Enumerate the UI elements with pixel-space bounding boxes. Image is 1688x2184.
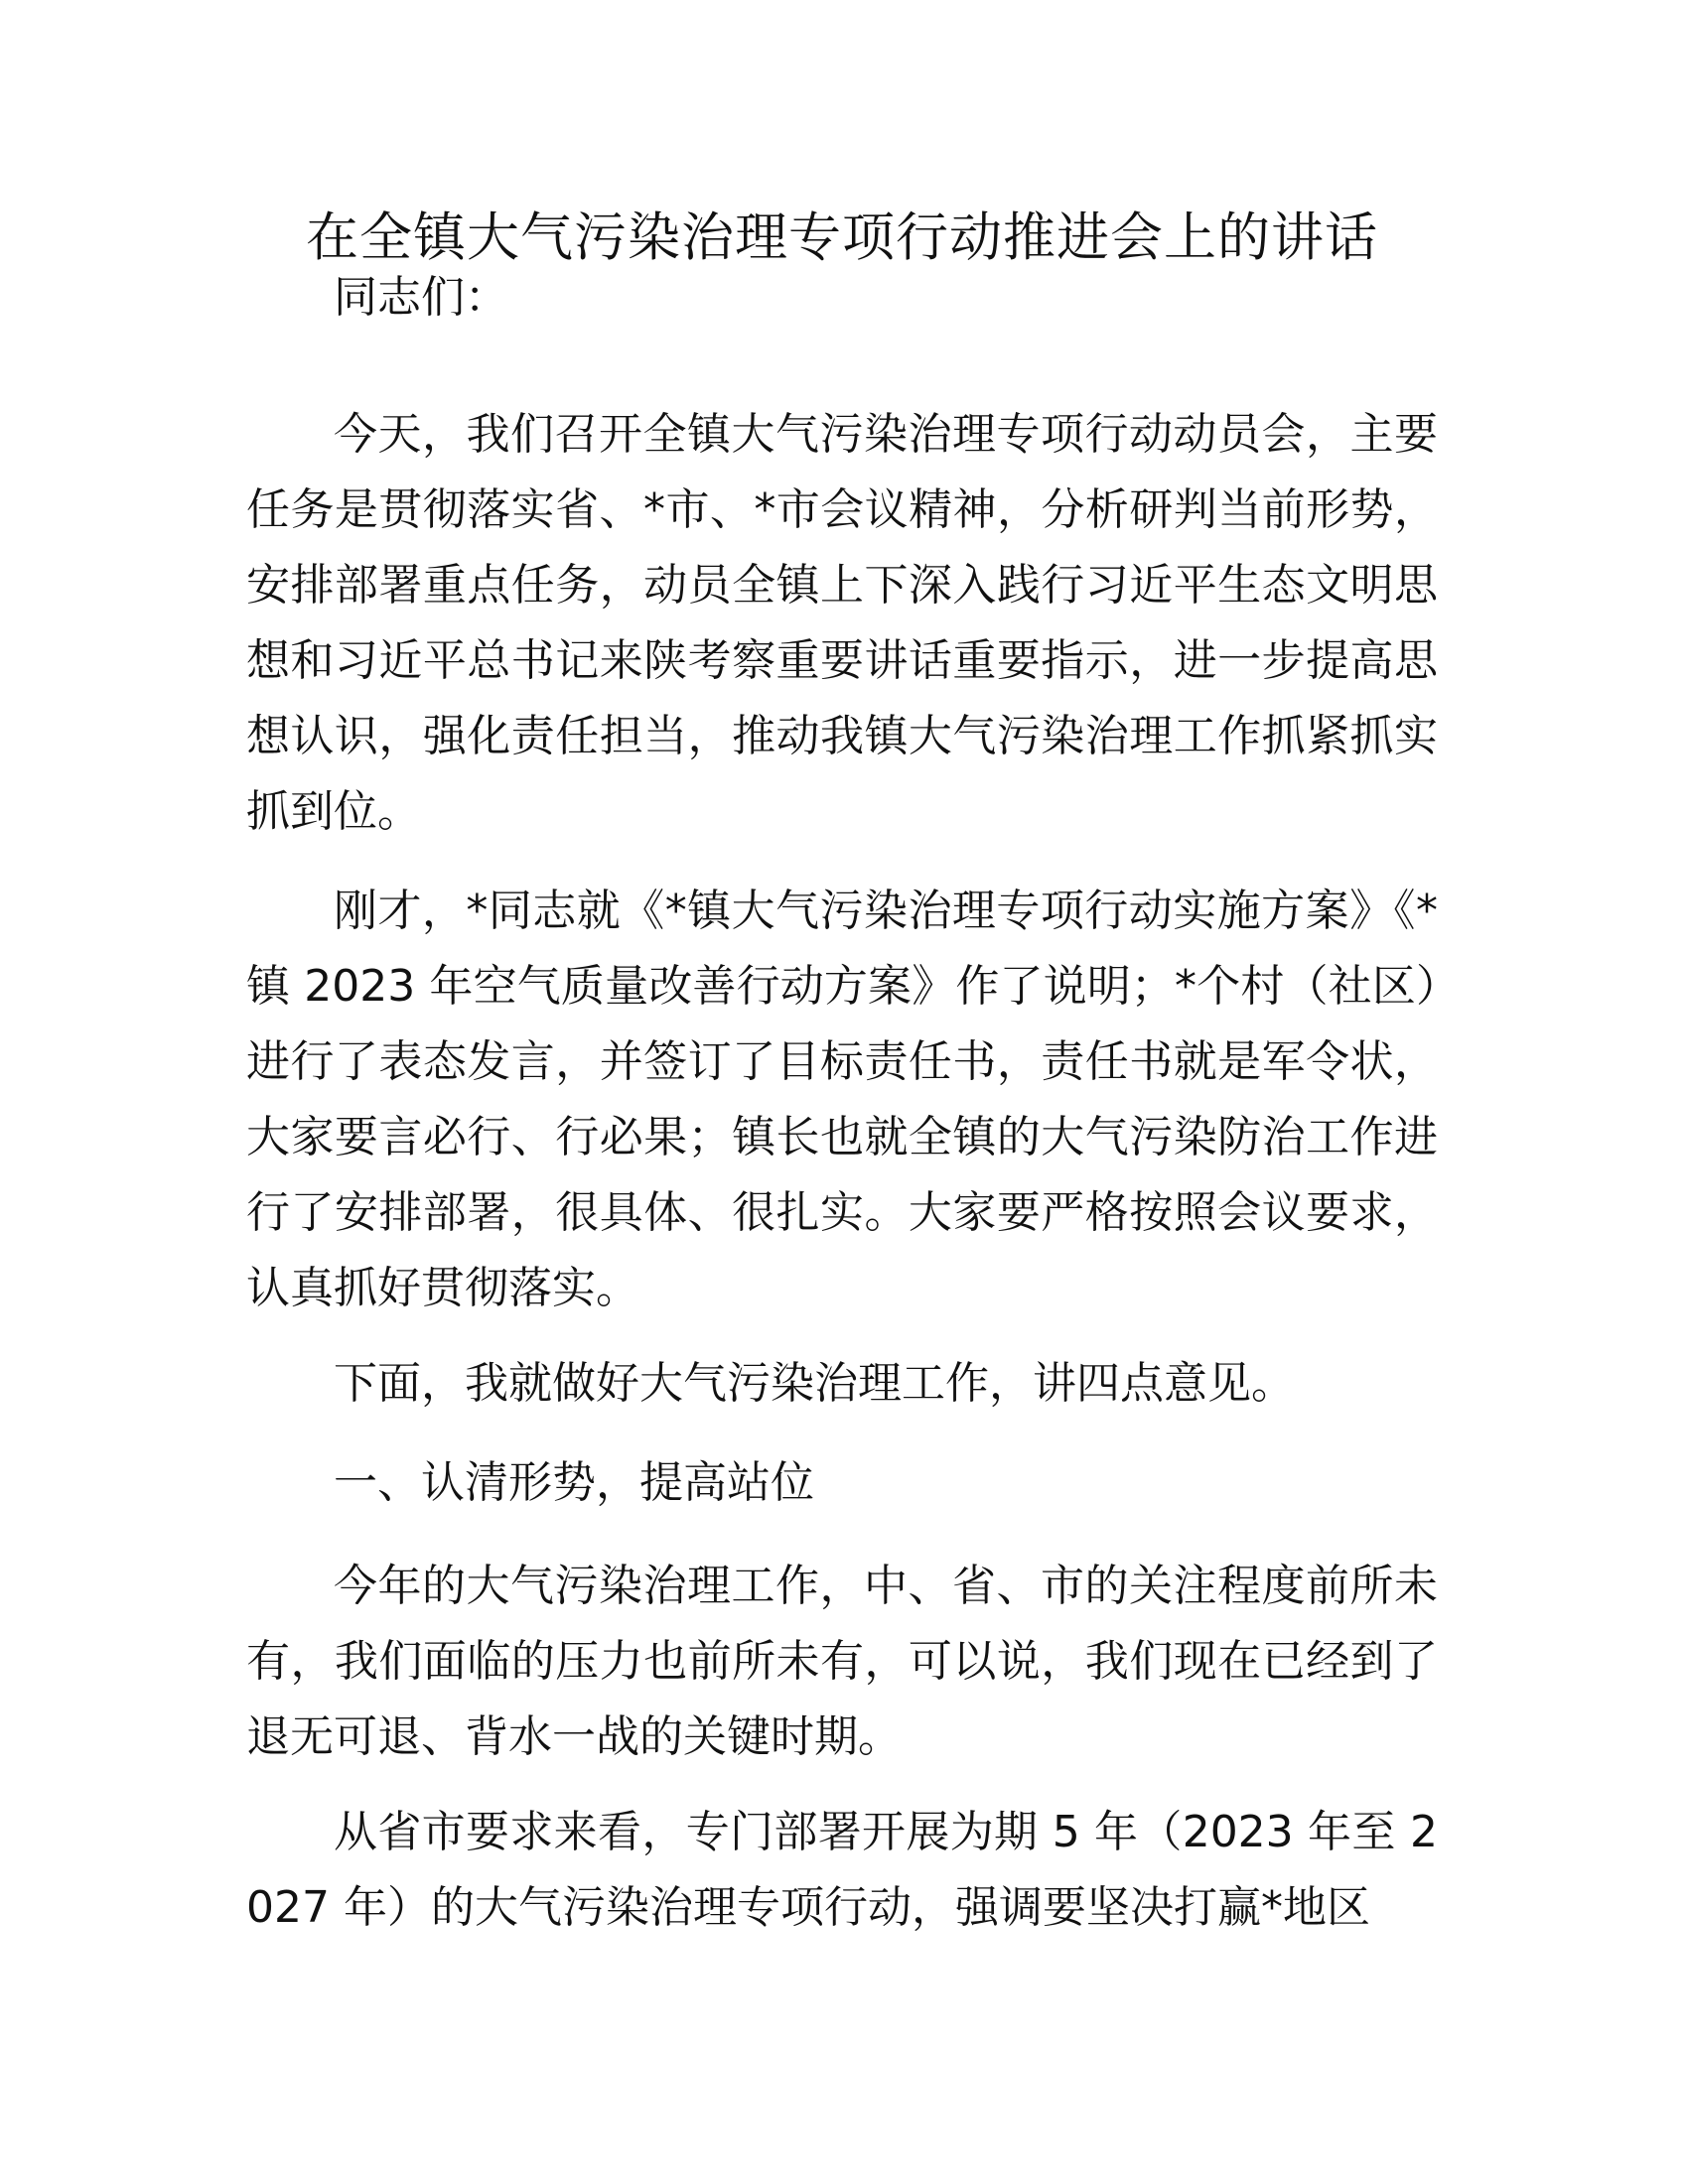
intro-paragraph: 今天，我们召开全镇大气污染治理专项行动动员会，主要任务是贯彻落实省、*市、*市会议精神，分析研判当前形势，安排部署重点任务，动员全镇上下深入践行习近平生态文明思想和习近平总书记来陕考察重要讲话重要指示，进一步提高思想认识，强化责任担当，推动我镇大气污染治理工作抓紧抓实抓到位。: [246, 409, 1438, 837]
situation-paragraph: 今年的大气污染治理工作，中、省、市的关注程度前所未有，我们面临的压力也前所未有，可以说，我们现在已经到了退无可退、背水一战的关键时期。: [246, 1561, 1438, 1762]
document-title: 在全镇大气污染治理专项行动推进会上的讲话: [306, 207, 1378, 268]
document-page: [246, 0, 1438, 2184]
greeting-paragraph: 同志们：: [334, 272, 508, 323]
section-heading-1: 一、认清形势，提高站位: [334, 1457, 814, 1508]
requirements-paragraph: 从省市要求来看，专门部署开展为期 5 年（2023 年至 2027 年）的大气污染治理专项行动，强调要坚决打赢*地区: [246, 1807, 1438, 1933]
summary-paragraph: 刚才，*同志就《*镇大气污染治理专项行动实施方案》《*镇 2023 年空气质量改善行动方案》作了说明；*个村（社区）进行了表态发言，并签订了目标责任书，责任书就是军令状，大家要言必行、行必果；镇长也就全镇的大气污染防治工作进行了安排部署，很具体、很扎实。大家要严格按照会议要求，认真抓好贯彻落实。: [246, 886, 1438, 1313]
transition-paragraph: 下面，我就做好大气污染治理工作，讲四点意见。: [334, 1358, 1295, 1409]
